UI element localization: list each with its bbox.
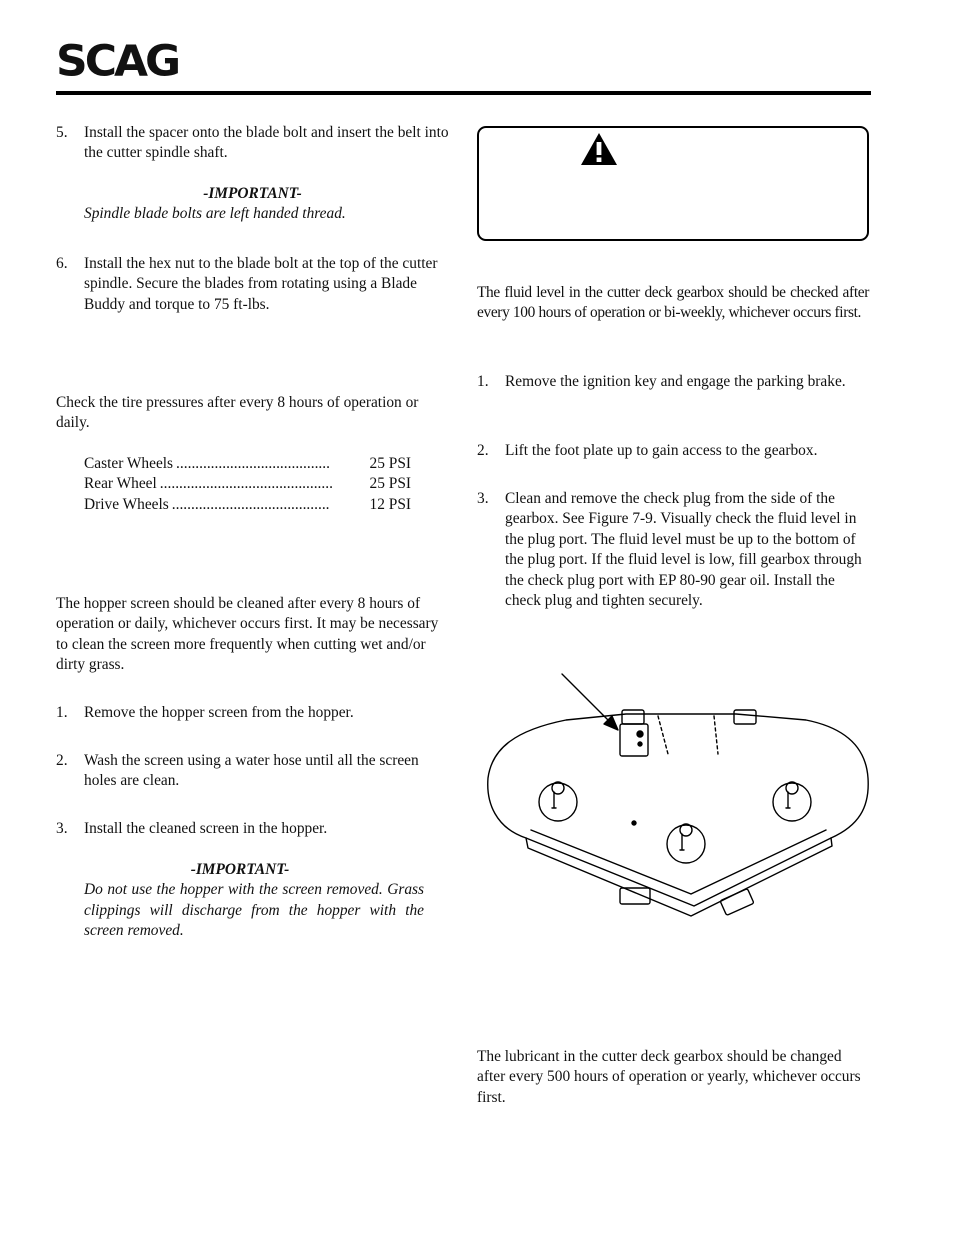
top-plate-left <box>622 710 644 724</box>
deck-outline <box>488 714 868 906</box>
header-rule <box>56 91 871 95</box>
step-text: Remove the ignition key and engage the parking brake. <box>505 373 846 390</box>
spec-value: 25 PSI <box>369 475 411 493</box>
gearbox-body <box>620 724 648 756</box>
warning-triangle-icon <box>579 131 619 167</box>
step-number: 6. <box>56 255 68 272</box>
spec-row <box>56 495 411 515</box>
important-text: Spindle blade bolts are left handed thread. <box>84 205 346 223</box>
spec-leader: ........................................ <box>176 455 330 472</box>
gearbox-check-section <box>477 283 869 324</box>
spec-label: Drive Wheels <box>84 495 169 513</box>
bumper-right <box>720 889 754 916</box>
scag-logo <box>56 36 179 87</box>
spec-leader: ......................................... <box>171 495 330 513</box>
center-hole <box>632 821 636 825</box>
spec-row <box>56 474 411 494</box>
step-text: Wash the screen using a water hose until all the screen holes are clean. <box>84 752 419 790</box>
spindle-right <box>773 782 811 821</box>
spec-label: Caster Wheels <box>84 455 174 472</box>
belt-cover <box>658 716 718 754</box>
important-heading: -IMPORTANT- <box>190 861 290 878</box>
check-plug <box>637 731 643 737</box>
spec-leader: ............................................. <box>159 475 333 493</box>
cutter-deck-illustration <box>486 668 870 920</box>
step-text: Clean and remove the check plug from the side of the gearbox. See Figure 7-9. Visually check the fluid level in the plug port. The fluid level must be up to the bottom of the plug port. If the fluid level is low, fill gearbox through the check plug port with EP 80-90 gear oil. Install the check plug and tighten securely. <box>505 490 862 610</box>
gearbox-step-1 <box>477 372 869 392</box>
spindle-left <box>539 782 577 821</box>
spec-value: 12 PSI <box>369 495 411 513</box>
blade-steps-top <box>56 123 449 164</box>
step-text: Install the hex nut to the blade bolt at the top of the cutter spindle. Secure the blades from rotating using a Blade Buddy and torque to 75 ft-lbs. <box>84 255 438 313</box>
warning-box <box>477 126 869 241</box>
tire-pressure-section <box>56 393 449 434</box>
list-item <box>56 254 449 315</box>
hopper-section <box>56 594 449 676</box>
step-text: Install the spacer onto the blade bolt and insert the belt into the cutter spindle shaft. <box>84 124 449 162</box>
step-number: 1. <box>56 704 68 721</box>
logo-text: SCAG <box>56 36 179 87</box>
spec-value: 25 PSI <box>369 455 411 472</box>
important-heading: -IMPORTANT- <box>203 185 302 202</box>
blade-steps-bottom <box>56 254 449 315</box>
hopper-step-1 <box>56 703 452 723</box>
step-number: 3. <box>477 490 489 507</box>
list-item <box>56 703 452 723</box>
gearbox-check-intro: The fluid level in the cutter deck gearbox should be checked after every 100 hours of operation or bi-weekly, whichever occurs first. <box>477 284 869 322</box>
hopper-step-3 <box>56 819 452 839</box>
important-text: Do not use the hopper with the screen removed. Grass clippings will discharge from the hopper with the screen removed. <box>84 881 424 940</box>
important-note-1 <box>56 184 449 225</box>
step-number: 1. <box>477 373 489 390</box>
top-plate-right <box>734 710 756 724</box>
step-number: 5. <box>56 124 68 141</box>
step-text: Lift the foot plate up to gain access to the gearbox. <box>505 442 818 459</box>
lubricant-section <box>477 1047 869 1108</box>
bumper-left <box>620 888 650 904</box>
gearbox-bolt <box>638 742 642 746</box>
spec-label: Rear Wheel <box>84 475 157 493</box>
list-item <box>477 372 869 392</box>
step-number: 2. <box>56 752 68 769</box>
step-text: Remove the hopper screen from the hopper. <box>84 704 354 721</box>
list-item <box>477 489 869 611</box>
hopper-intro: The hopper screen should be cleaned after every 8 hours of operation or daily, whichever occurs first. It may be necessary to clean the screen more frequently when cutting wet and/or dirty grass. <box>56 595 439 674</box>
step-number: 3. <box>56 820 68 837</box>
tire-intro: Check the tire pressures after every 8 hours of operation or daily. <box>56 394 419 432</box>
list-item <box>56 123 449 164</box>
step-number: 2. <box>477 442 489 459</box>
hopper-step-2 <box>56 751 452 792</box>
deck-skirt <box>526 838 832 916</box>
tire-spec-list <box>56 454 449 515</box>
important-note-2 <box>56 860 424 942</box>
list-item <box>56 751 452 792</box>
gearbox-step-2 <box>477 441 869 461</box>
spindle-center <box>667 824 705 863</box>
gearbox-step-3 <box>477 489 869 611</box>
lubricant-intro: The lubricant in the cutter deck gearbox should be changed after every 500 hours of operation or yearly, whichever occurs first. <box>477 1048 861 1106</box>
list-item <box>56 819 452 839</box>
spec-row <box>56 454 411 474</box>
list-item <box>477 441 869 461</box>
step-text: Install the cleaned screen in the hopper. <box>84 820 328 837</box>
